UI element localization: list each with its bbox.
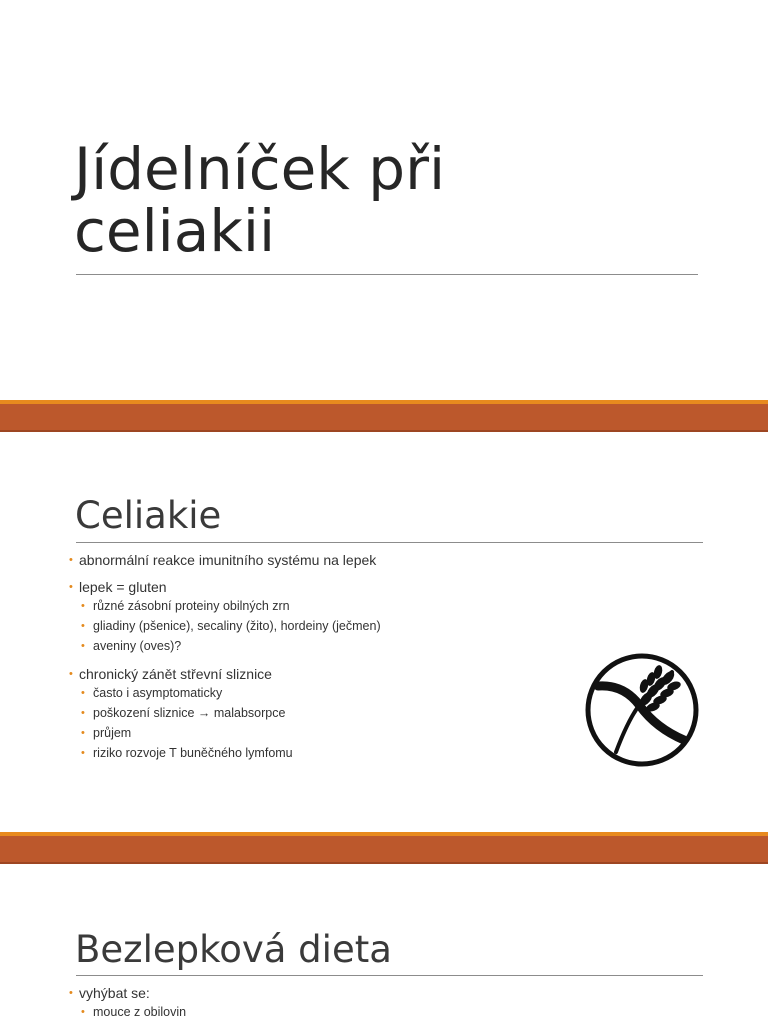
- bullet-list: [69, 984, 569, 1022]
- crossed-grain-gluten-free-icon: [580, 648, 704, 772]
- sub-bullet-item: [69, 743, 569, 763]
- bullet-marker: •: [69, 554, 73, 566]
- bullet-marker: •: [81, 640, 85, 652]
- sub-bullet-text: mouce z obilovin: [93, 1005, 187, 1019]
- bullet-item: [69, 984, 569, 1002]
- bullet-text: chronický zánět střevní sliznice: [79, 666, 272, 682]
- sub-bullet-item: [69, 616, 569, 636]
- bullet-item: [69, 578, 569, 596]
- slide-bezlepkova-dieta: [0, 864, 768, 1024]
- bullet-marker: •: [69, 581, 73, 593]
- bullet-marker: •: [81, 747, 85, 759]
- slide-title: Celiakie: [75, 494, 222, 537]
- sub-bullet-text: poškození sliznice → malabsorpce: [93, 706, 286, 720]
- sub-bullet-item: [69, 636, 569, 656]
- sub-bullet-text: aveniny (oves)?: [93, 639, 182, 653]
- title-underline: [76, 542, 703, 543]
- sub-bullet-item: [69, 723, 569, 743]
- slide-separator: [0, 832, 768, 864]
- title-underline: [76, 274, 698, 275]
- bullet-marker: •: [81, 727, 85, 739]
- sub-bullet-item: [69, 703, 569, 723]
- bullet-marker: •: [81, 620, 85, 632]
- bullet-marker: •: [69, 987, 73, 999]
- bullet-list: [69, 551, 569, 763]
- bullet-marker: •: [69, 668, 73, 680]
- sub-bullet-item: [69, 1002, 569, 1022]
- slide-title: Bezlepková dieta: [75, 928, 392, 971]
- bullet-marker: •: [81, 687, 85, 699]
- sub-bullet-item: [69, 683, 569, 703]
- slide-separator: [0, 400, 768, 432]
- title-slide: [0, 0, 768, 400]
- title-line-2: celiakii: [74, 197, 276, 265]
- bullet-marker: •: [81, 707, 85, 719]
- sub-bullet-item: [69, 596, 569, 616]
- slide-celiakie: [0, 432, 768, 832]
- bullet-text: abnormální reakce imunitního systému na lepek: [79, 552, 377, 568]
- bullet-text: vyhýbat se:: [79, 985, 150, 1001]
- sub-bullet-text: gliadiny (pšenice), secaliny (žito), hordeiny (ječmen): [93, 619, 381, 633]
- title-line-1: Jídelníček při: [74, 135, 446, 203]
- sub-bullet-text: různé zásobní proteiny obilných zrn: [93, 599, 290, 613]
- sub-bullet-text: průjem: [93, 726, 132, 740]
- bullet-item: [69, 551, 569, 569]
- bullet-marker: •: [81, 1006, 85, 1018]
- presentation-title: [74, 135, 694, 265]
- bullet-text: lepek = gluten: [79, 579, 167, 595]
- bullet-marker: •: [81, 600, 85, 612]
- bullet-item: [69, 665, 569, 683]
- sub-bullet-text: riziko rozvoje T buněčného lymfomu: [93, 746, 293, 760]
- sub-bullet-text: často i asymptomaticky: [93, 686, 223, 700]
- title-underline: [76, 975, 703, 976]
